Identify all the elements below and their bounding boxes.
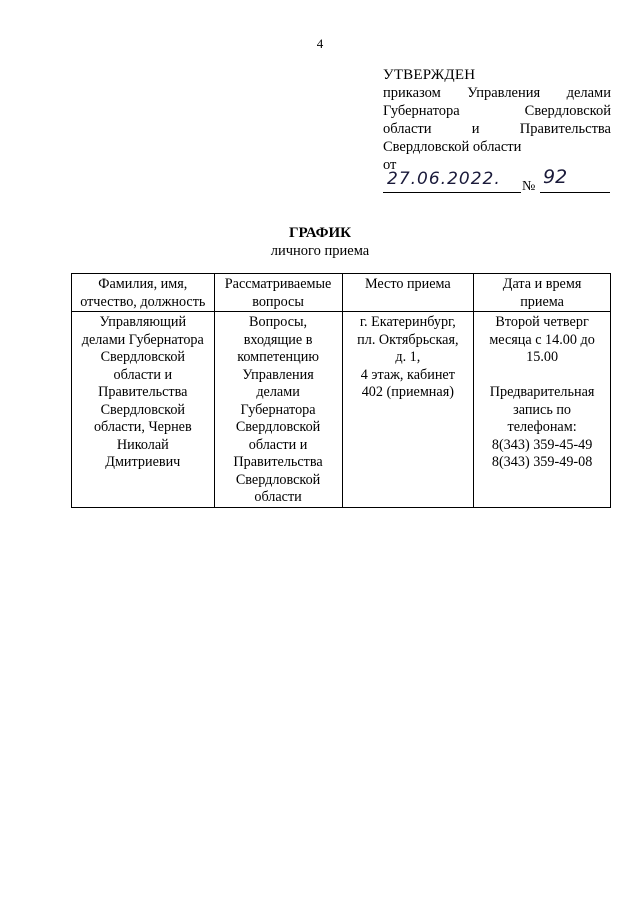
handwritten-date: 27.06.2022. xyxy=(387,169,501,189)
number-underline xyxy=(540,192,610,193)
header-issues xyxy=(214,274,342,312)
approval-title: УТВЕРЖДЕН xyxy=(383,67,476,83)
page-number: 4 xyxy=(316,36,324,51)
from-label: от xyxy=(383,157,397,173)
date-number-line xyxy=(383,166,611,196)
cell-text: Дмитриевич xyxy=(105,454,181,470)
cell-text: телефонам: xyxy=(507,419,577,435)
cell-text: 402 (приемная) xyxy=(361,384,454,400)
cell-text: Свердловской xyxy=(100,401,186,418)
approval-line: Губернатора Свердловской xyxy=(383,103,611,119)
cell-datetime xyxy=(474,312,611,508)
cell-text: области и xyxy=(113,366,173,383)
cell-place xyxy=(342,312,474,508)
cell-text: д. 1, xyxy=(395,349,421,365)
cell-text: Свердловской xyxy=(235,471,321,488)
cell-text: области и xyxy=(248,436,308,453)
header-text: Рассматриваемые xyxy=(224,276,332,292)
cell-text: г. Екатеринбург, xyxy=(359,314,456,330)
number-label: № xyxy=(522,179,536,194)
cell-text: Управляющий xyxy=(99,314,187,330)
phone-number: 8(343) 359-49-08 xyxy=(491,454,593,470)
table-row xyxy=(72,312,611,508)
cell-text: Губернатора xyxy=(240,401,316,418)
cell-text: 15.00 xyxy=(526,349,559,365)
cell-text: Правительства xyxy=(98,384,188,400)
header-text: Фамилия, имя, xyxy=(98,276,188,292)
spacer xyxy=(476,367,608,385)
cell-text: входящие в xyxy=(243,331,313,348)
cell-text: 4 этаж, кабинет xyxy=(360,366,455,383)
header-text: вопросы xyxy=(252,293,304,310)
cell-text: области xyxy=(254,489,302,505)
header-text: приема xyxy=(520,293,564,310)
cell-text: области, Чернев xyxy=(93,419,192,435)
cell-issues xyxy=(214,312,342,508)
cell-text: месяца с 14.00 до xyxy=(489,331,595,348)
cell-text: Вопросы, xyxy=(249,314,308,330)
header-text: отчество, должность xyxy=(80,293,206,310)
header-text: Место приема xyxy=(364,276,451,292)
header-datetime xyxy=(474,274,611,312)
cell-text: Правительства xyxy=(233,454,323,470)
document-subtitle: личного приема xyxy=(270,243,370,259)
phone-number: 8(343) 359-45-49 xyxy=(491,436,593,453)
date-underline xyxy=(383,192,521,193)
approval-block xyxy=(383,66,611,196)
handwritten-number: 92 xyxy=(543,166,568,188)
approval-line: области и Правительства xyxy=(383,121,611,137)
cell-text: Предварительная xyxy=(489,384,595,400)
approval-line: Свердловской области xyxy=(383,139,522,155)
header-text: Дата и время xyxy=(502,276,582,292)
cell-text: делами xyxy=(256,384,300,400)
cell-text: Николай xyxy=(116,436,169,453)
cell-text: запись по xyxy=(513,401,572,418)
cell-person xyxy=(72,312,215,508)
header-place xyxy=(342,274,474,312)
header-name xyxy=(72,274,215,312)
cell-text: пл. Октябрьская, xyxy=(357,331,459,348)
cell-text: Управления xyxy=(242,366,314,383)
cell-text: Второй четверг xyxy=(495,314,589,330)
document-heading xyxy=(0,224,640,260)
schedule-table xyxy=(71,273,611,508)
approval-line: приказом Управления делами xyxy=(383,85,611,101)
cell-text: компетенцию xyxy=(237,349,319,365)
document-title: ГРАФИК xyxy=(288,225,352,241)
table-header-row xyxy=(72,274,611,312)
cell-text: Свердловской xyxy=(100,349,186,365)
cell-text: Свердловской xyxy=(235,419,321,435)
cell-text: делами Губернатора xyxy=(81,331,204,348)
